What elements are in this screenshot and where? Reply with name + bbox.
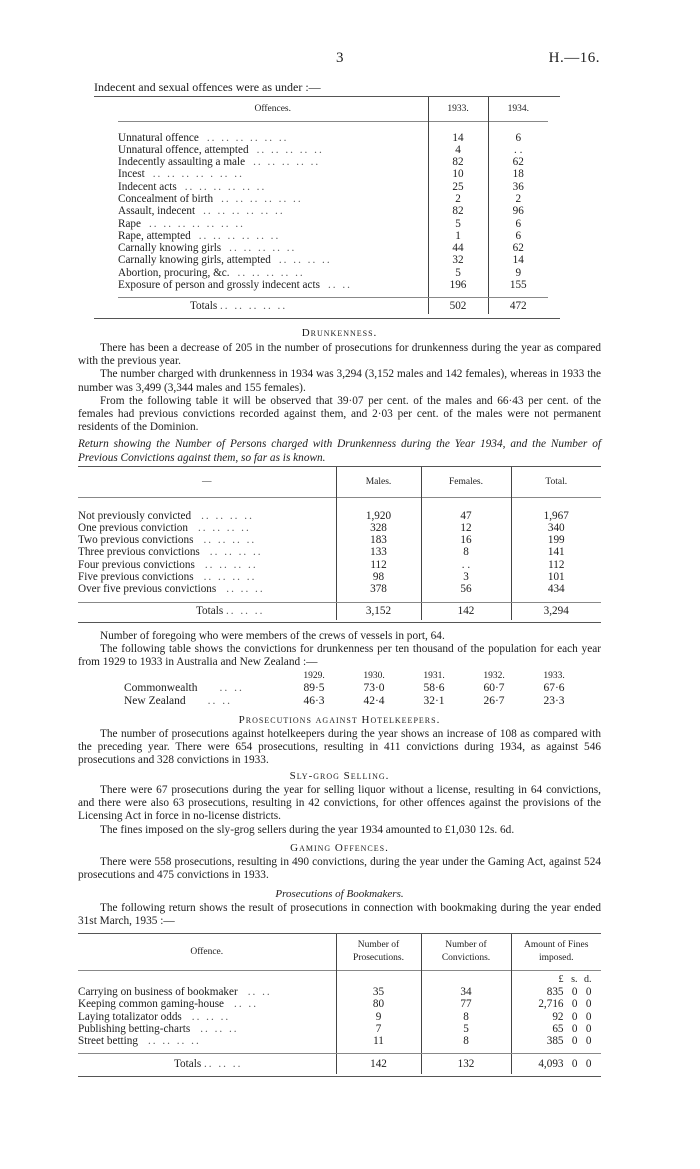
col-females: Females.: [421, 467, 511, 497]
rate-value: 58·6: [423, 682, 445, 695]
offence-label: Laying totalizator odds: [78, 1010, 182, 1023]
value-convictions: 34: [421, 986, 511, 998]
fine-pounds: 2,716: [538, 998, 564, 1011]
leader-dots: .. .. .. ..: [147, 1035, 201, 1048]
col-fines: Amount of Fines imposed.: [511, 934, 601, 970]
hotelkeepers-paragraph: The number of prosecutions against hotelkeepers during the year shows an increase of 108 as compared with the preceding year. There were 654 prosecutions, resulting in 411 convictions during 1934, as against 546 prosecutions and 328 convictions in 1933.: [78, 728, 601, 767]
total-pence: 0: [585, 1058, 592, 1071]
value-males: 133: [336, 546, 421, 558]
col-total: Total.: [511, 467, 601, 497]
col-1934: 1934.: [488, 97, 548, 121]
row-label: Four previous convictions: [78, 558, 195, 571]
total-1934: 472: [488, 298, 548, 314]
value-1933: 44: [428, 242, 488, 254]
indecent-intro: Indecent and sexual offences were as under :—: [94, 80, 321, 94]
crews-note: Number of foregoing who were members of the crews of vessels in port, 64.: [100, 630, 445, 642]
slygrog-paragraph-2: The fines imposed on the sly-grog sellers during the year 1934 amounted to £1,030 12s. 6d.: [100, 823, 515, 836]
bookmakers-paragraph: The following return shows the result of prosecutions in connection with bookmaking during the year ended 31st March, 1935 :—: [78, 902, 601, 928]
value-total: 199: [511, 534, 601, 546]
bookmakers-table-section: [78, 933, 601, 1077]
indecent-offences-table: [118, 97, 548, 314]
drunkenness-row: [78, 571, 601, 583]
drunkenness-row: [78, 522, 601, 534]
comparison-row: [124, 682, 584, 694]
indecent-row: [118, 181, 548, 193]
leader-dots: .. .. ..: [226, 583, 265, 596]
leader-dots: .. .. .. ..: [201, 509, 254, 522]
value-1933: 10: [428, 168, 488, 180]
leader-dots: .. ..: [234, 998, 259, 1011]
indecent-table-section: [118, 96, 548, 319]
totals-label: Totals: [190, 299, 218, 312]
total-total: 3,294: [511, 602, 601, 620]
document-reference: H.—16.: [548, 50, 600, 66]
leader-dots: .. .. .. .. .. ..: [206, 131, 289, 144]
fine-shillings: 0: [571, 986, 578, 998]
offence-label: Carrying on business of bookmaker: [78, 986, 238, 998]
row-label: Two previous convictions: [78, 534, 194, 547]
bookmaker-row: [78, 1011, 601, 1023]
row-label: Over five previous convictions: [78, 583, 217, 596]
value-1933: 2: [428, 193, 488, 205]
value-1934: 62: [488, 156, 548, 168]
hotelkeepers-heading: Prosecutions against Hotelkeepers.: [238, 714, 441, 726]
drunkenness-row: [78, 510, 601, 522]
rate-value: 23·3: [543, 694, 565, 707]
value-fines: [511, 1011, 601, 1023]
offence-label: Street betting: [78, 1035, 138, 1048]
indecent-row: [118, 254, 548, 266]
leader-dots: .. .. .. .. ..: [253, 156, 321, 169]
total-pounds: 4,093: [538, 1058, 564, 1071]
leader-dots: .. .. ..: [200, 1022, 239, 1035]
value-total: 141: [511, 546, 601, 558]
fine-pence: 0: [585, 1035, 592, 1048]
value-total: 101: [511, 571, 601, 583]
total-convictions: 132: [421, 1054, 511, 1074]
country-label: New Zealand: [124, 694, 186, 707]
year-header: 1931.: [423, 671, 445, 681]
value-total: 1,967: [511, 510, 601, 522]
value-total: 340: [511, 522, 601, 534]
offence-label: Carnally knowing girls, attempted: [118, 254, 271, 267]
fine-pounds: 385: [546, 1035, 564, 1048]
value-prosecutions: 7: [336, 1023, 421, 1035]
row-label: One previous conviction: [78, 521, 188, 534]
value-prosecutions: 9: [336, 1011, 421, 1023]
leader-dots: .. .. ..: [191, 1010, 231, 1023]
value-total: 434: [511, 583, 601, 595]
value-1933: 14: [428, 132, 488, 144]
drunkenness-totals-row: [78, 602, 601, 620]
drunkenness-table: [78, 467, 601, 620]
total-males: 3,152: [336, 602, 421, 620]
fine-shillings: 0: [571, 1010, 578, 1023]
indecent-totals-row: [118, 298, 548, 314]
leader-dots: .. .. .. .. .. ..: [221, 192, 303, 205]
col-prosecutions: Number of Prosecutions.: [336, 934, 421, 970]
bookmakers-totals-row: [78, 1054, 601, 1074]
value-males: 378: [336, 583, 421, 595]
offence-label: Rape, attempted: [118, 229, 191, 242]
rate-value: 32·1: [423, 694, 445, 707]
total-prosecutions: 142: [336, 1054, 421, 1074]
value-1934: 2: [488, 193, 548, 205]
offence-label: Carnally knowing girls: [118, 242, 222, 255]
value-1934: 14: [488, 254, 548, 266]
slygrog-heading: Sly-grog Selling.: [289, 770, 390, 782]
value-1934: 62: [488, 242, 548, 254]
unit-pence: d.: [584, 973, 592, 985]
offence-label: Assault, indecent: [118, 205, 196, 218]
fine-shillings: 0: [571, 1035, 578, 1048]
value-prosecutions: 80: [336, 998, 421, 1010]
row-label: Three previous convictions: [78, 546, 200, 559]
year-header: 1929.: [303, 671, 325, 681]
bookmakers-table: [78, 934, 601, 1074]
unit-shillings: s.: [571, 973, 578, 985]
drunkenness-paragraph-3: From the following table it will be observed that 39·07 per cent. of the males and 66·43 per cent. of the females had previous convictions recorded against them, and 2·03 per cent. of the males were not permanent residents of the Dominion.: [78, 394, 601, 434]
value-1934: 9: [488, 267, 548, 279]
value-males: 112: [336, 559, 421, 571]
fine-shillings: 0: [571, 998, 578, 1011]
offence-label: Indecent acts: [118, 180, 177, 193]
leader-dots: .. .. .. .. .. ..: [198, 229, 281, 242]
value-females: 3: [421, 571, 511, 583]
rate-value: 73·0: [363, 682, 385, 695]
rate-value: 26·7: [483, 694, 505, 707]
value-males: 98: [336, 571, 421, 583]
drunkenness-table-section: [78, 466, 601, 623]
offence-label: Concealment of birth: [118, 192, 214, 205]
value-1933: 5: [428, 267, 488, 279]
fine-pence: 0: [585, 1022, 592, 1035]
value-females: 8: [421, 546, 511, 558]
year-header: 1933.: [543, 671, 565, 681]
value-fines: [511, 986, 601, 998]
fine-shillings: 0: [571, 1022, 578, 1035]
totals-label: Totals: [174, 1058, 202, 1071]
unit-pounds: £: [558, 973, 564, 985]
drunkenness-return-title: Return showing the Number of Persons charged with Drunkenness during the Year 1934, and the Number of Previous Convictions against them, so far as is known.: [78, 438, 601, 464]
col-blank: —: [202, 476, 212, 487]
leader-dots: .. .. .. ..: [278, 254, 332, 267]
leader-dots: .. .. .. ..: [203, 534, 257, 547]
drunkenness-row: [78, 546, 601, 558]
leader-dots: .. .. .. ..: [209, 546, 263, 559]
col-offence: Offence.: [190, 946, 224, 957]
value-convictions: 77: [421, 998, 511, 1010]
offence-label: Rape: [118, 217, 141, 230]
value-1934: 155: [488, 279, 548, 291]
leader-dots: .. ..: [327, 279, 352, 292]
offence-label: Exposure of person and grossly indecent acts: [118, 279, 320, 292]
value-1933: 82: [428, 156, 488, 168]
offence-label: Incest: [118, 168, 145, 181]
offence-label: Abortion, procuring, &c.: [118, 266, 230, 279]
leader-dots: .. ..: [247, 986, 272, 998]
offence-label: Unnatural offence: [118, 131, 199, 144]
drunkenness-row: [78, 583, 601, 595]
indecent-row: [118, 144, 548, 156]
page-number: 3: [336, 50, 344, 66]
comparison-table: [124, 670, 584, 707]
offence-label: Indecently assaulting a male: [118, 156, 246, 169]
totals-dots: .. .. ..: [203, 1058, 243, 1071]
leader-dots: .. .. .. ..: [204, 558, 258, 571]
bookmaker-row: [78, 986, 601, 998]
country-label: Commonwealth: [124, 682, 198, 695]
totals-dots: .. .. ..: [225, 605, 265, 618]
bookmaker-row: [78, 998, 601, 1010]
year-header: 1930.: [363, 671, 385, 681]
value-prosecutions: 11: [336, 1035, 421, 1047]
leader-dots: .. .. .. .. ..: [229, 242, 297, 255]
fine-pence: 0: [585, 998, 592, 1011]
drunkenness-row: [78, 534, 601, 546]
indecent-row: [118, 242, 548, 254]
indecent-row: [118, 230, 548, 242]
value-fines: [511, 1035, 601, 1047]
rate-value: 46·3: [303, 694, 325, 707]
value-1933: 32: [428, 254, 488, 266]
value-1933: 82: [428, 205, 488, 217]
leader-dots: .. .. .. ..: [203, 570, 257, 583]
totals-label: Totals: [196, 605, 224, 618]
leader-dots: .. .. .. ..: [198, 521, 251, 534]
fine-pounds: 835: [546, 986, 564, 998]
value-males: 328: [336, 522, 421, 534]
leader-dots: .. ..: [207, 694, 232, 707]
leader-dots: .. .. .. .. .. .. ..: [149, 217, 245, 230]
fine-pence: 0: [585, 986, 592, 998]
leader-dots: .. .. .. .. .. ..: [203, 205, 285, 218]
rate-value: 42·4: [363, 694, 385, 707]
value-convictions: 8: [421, 1035, 511, 1047]
gaming-heading: Gaming Offences.: [290, 842, 389, 854]
fine-pounds: 65: [552, 1022, 564, 1035]
bookmakers-heading: Prosecutions of Bookmakers.: [275, 888, 404, 900]
indecent-row: [118, 205, 548, 217]
col-1933: 1933.: [428, 97, 488, 121]
leader-dots: .. .. .. .. ..: [256, 143, 324, 156]
fine-pence: 0: [585, 1010, 592, 1023]
offence-label: Unnatural offence, attempted: [118, 143, 249, 156]
value-convictions: 5: [421, 1023, 511, 1035]
value-1934: 96: [488, 205, 548, 217]
value-convictions: 8: [421, 1011, 511, 1023]
indecent-row: [118, 267, 548, 279]
value-1934: . .: [488, 144, 548, 156]
value-fines: [511, 1023, 601, 1035]
value-1934: 6: [488, 218, 548, 230]
total-females: 142: [421, 602, 511, 620]
totals-dots: .. .. .. .. ..: [219, 299, 288, 312]
drunkenness-paragraph-1: There has been a decrease of 205 in the number of prosecutions for drunkenness during the year as compared with the previous year.: [78, 342, 601, 368]
value-1933: 1: [428, 230, 488, 242]
indecent-row: [118, 132, 548, 144]
total-1933: 502: [428, 298, 488, 314]
value-females: 16: [421, 534, 511, 546]
value-females: 47: [421, 510, 511, 522]
row-label: Five previous convictions: [78, 570, 194, 583]
bookmaker-row: [78, 1023, 601, 1035]
bookmaker-row: [78, 1035, 601, 1047]
col-convictions: Number of Convictions.: [421, 934, 511, 970]
offence-label: Keeping common gaming-house: [78, 998, 225, 1011]
indecent-row: [118, 193, 548, 205]
indecent-row: [118, 279, 548, 291]
slygrog-paragraph-1: There were 67 prosecutions during the year for selling liquor without a license, resulting in 64 convictions, and there were also 63 prosecutions, resulting in 42 convictions, for other offences against the provisions of the Licensing Act in force in no-license districts.: [78, 784, 601, 823]
value-prosecutions: 35: [336, 986, 421, 998]
row-label: Not previously convicted: [78, 509, 192, 522]
rate-value: 60·7: [483, 682, 505, 695]
value-total: 112: [511, 559, 601, 571]
value-fines: [511, 998, 601, 1010]
indecent-row: [118, 168, 548, 180]
fine-pounds: 92: [552, 1010, 564, 1023]
total-shillings: 0: [571, 1058, 578, 1071]
offence-label: Publishing betting-charts: [78, 1022, 191, 1035]
leader-dots: .. .. .. .. . .. ..: [152, 168, 244, 181]
value-1933: 5: [428, 218, 488, 230]
value-1934: 6: [488, 230, 548, 242]
value-males: 183: [336, 534, 421, 546]
drunkenness-heading: Drunkenness.: [301, 327, 378, 339]
leader-dots: .. ..: [219, 682, 244, 695]
col-males: Males.: [336, 467, 421, 497]
value-1934: 36: [488, 181, 548, 193]
gaming-paragraph: There were 558 prosecutions, resulting in 490 convictions, during the year under the Gaming Act, against 524 prosecutions and 475 convictions in 1933.: [78, 856, 601, 882]
value-1933: 25: [428, 181, 488, 193]
drunkenness-row: [78, 559, 601, 571]
leader-dots: .. .. .. .. .. ..: [184, 180, 267, 193]
value-females: 12: [421, 522, 511, 534]
value-females: . .: [421, 559, 511, 571]
value-1934: 6: [488, 132, 548, 144]
rate-value: 89·5: [303, 682, 325, 695]
indecent-row: [118, 156, 548, 168]
comparison-intro: The following table shows the convictions for drunkenness per ten thousand of the population for each year from 1929 to 1933 in Australia and New Zealand :—: [78, 643, 601, 669]
leader-dots: .. .. .. .. ..: [237, 266, 305, 279]
comparison-row: [124, 695, 584, 707]
value-males: 1,920: [336, 510, 421, 522]
col-offences: Offences.: [254, 103, 291, 114]
value-1933: 196: [428, 279, 488, 291]
value-1934: 18: [488, 168, 548, 180]
indecent-row: [118, 218, 548, 230]
rate-value: 67·6: [543, 682, 565, 695]
value-females: 56: [421, 583, 511, 595]
year-header: 1932.: [483, 671, 505, 681]
drunkenness-paragraph-2: The number charged with drunkenness in 1934 was 3,294 (3,152 males and 142 females), whereas in 1933 the number was 3,499 (3,344 males and 155 females).: [78, 368, 601, 394]
value-1933: 4: [428, 144, 488, 156]
